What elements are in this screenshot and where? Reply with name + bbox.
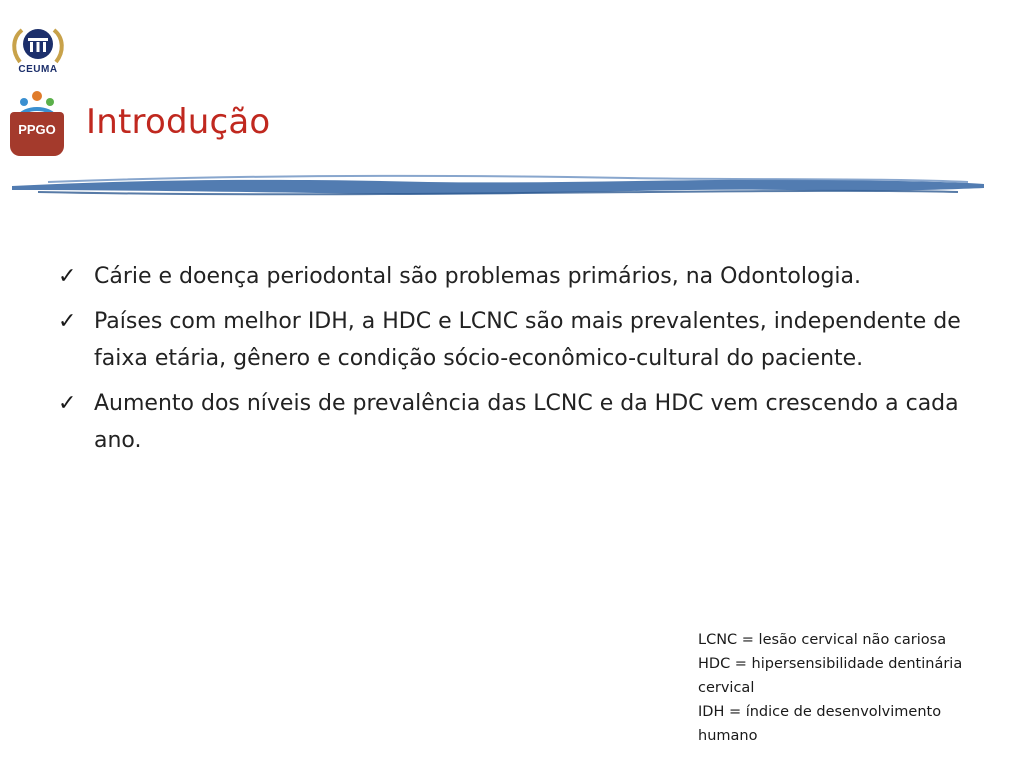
title-underline-brush: [8, 170, 988, 200]
bullet-text: Aumento dos níveis de prevalência das LCNC e da HDC vem crescendo a cada ano.: [94, 391, 959, 453]
bullet-list: [58, 258, 1008, 467]
check-icon: ✓: [58, 391, 77, 416]
check-icon: ✓: [58, 264, 77, 289]
bullet-text: Países com melhor IDH, a HDC e LCNC são mais prevalentes, independente de faixa etária, gênero e condição sócio-econômico-cultural do paciente.: [94, 309, 961, 371]
ceuma-wordmark: CEUMA: [18, 64, 58, 75]
ppgo-label: PPGO: [18, 122, 56, 137]
ppgo-logo: [10, 90, 64, 156]
note-line: HDC = hipersensibilidade dentinária cervical: [698, 656, 963, 696]
ceuma-logo: [10, 24, 66, 80]
note-line: LCNC = lesão cervical não cariosa: [698, 632, 947, 648]
bullet-item: [58, 258, 1008, 295]
abbreviations-notes: [698, 628, 998, 748]
bullet-text: Cárie e doença periodontal são problemas primários, na Odontologia.: [94, 264, 862, 289]
slide-title: Introdução: [86, 102, 271, 142]
bullet-item: [58, 385, 1008, 459]
bullet-item: [58, 303, 1008, 377]
check-icon: ✓: [58, 309, 77, 334]
laurel-wreath-icon: [10, 24, 66, 66]
note-line: IDH = índice de desenvolvimento humano: [698, 704, 942, 744]
